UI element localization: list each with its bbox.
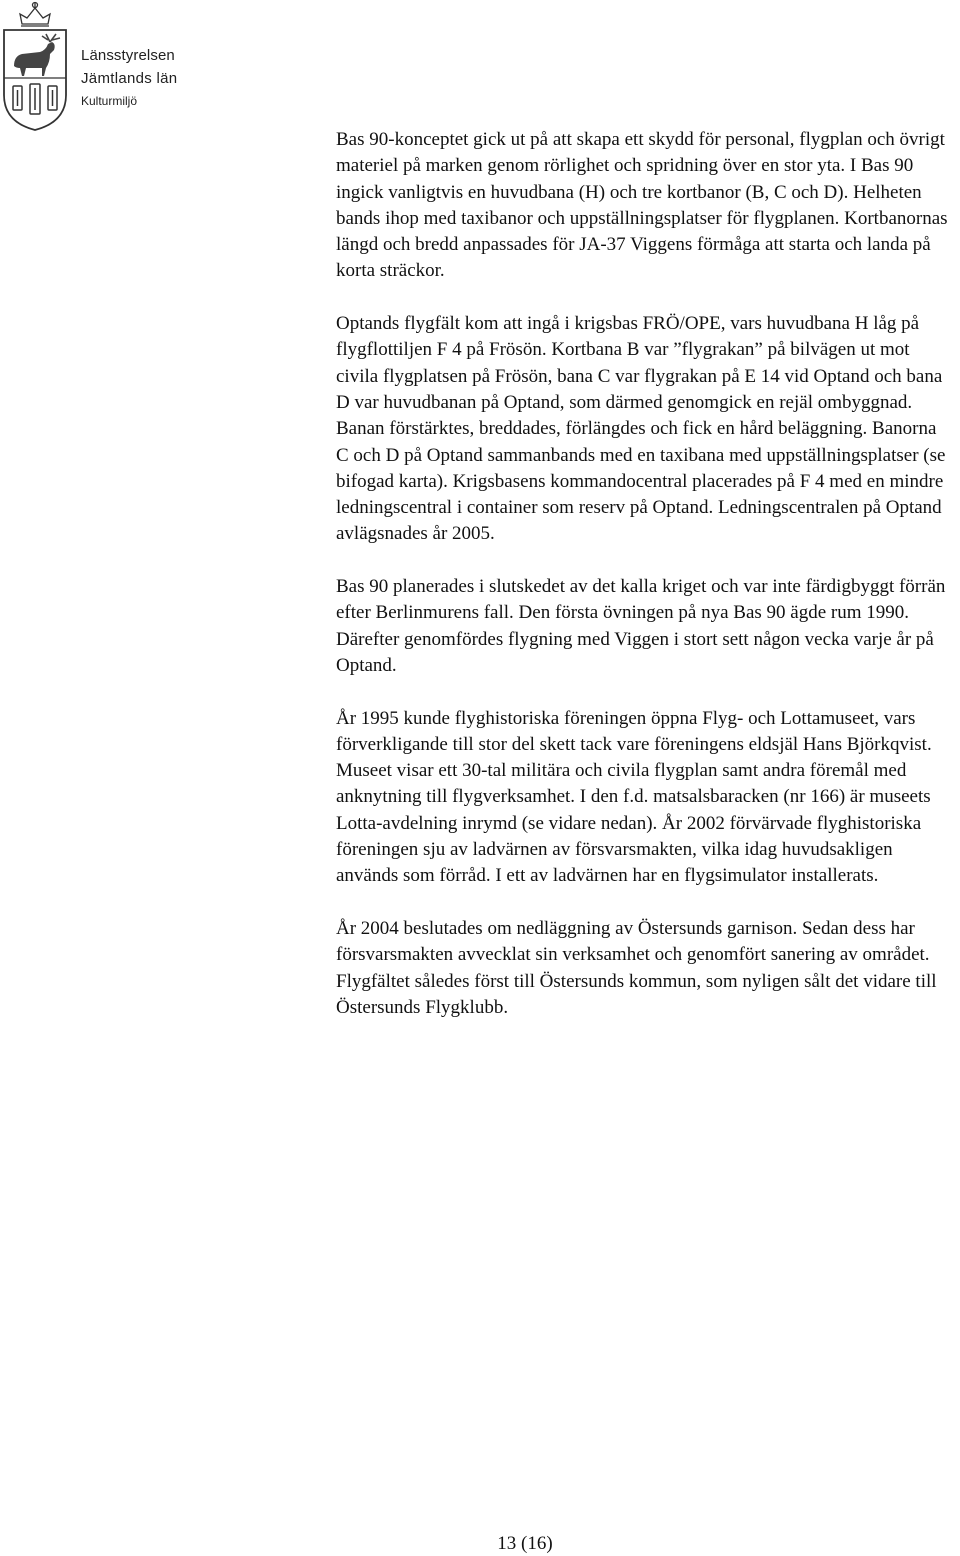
- organization-block: [81, 46, 177, 110]
- paragraph: År 1995 kunde flyghistoriska föreningen öppna Flyg- och Lottamuseet, vars förverkligande till stor del skett tack vare föreningens eldsjäl Hans Björkqvist. Museet visar ett 30-tal militära och civila flygplan samt andra föremål med anknytning till flygverksamhet. I den f.d. matsalsbaracken (nr 166) är museets Lotta-avdelning inrymd (se vidare nedan). År 2002 förvärvade flyghistoriska föreningen sju av ladvärnen av försvarsmakten, vilka idag huvudsakligen används som förråd. I ett av ladvärnen har en flygsimulator installerats.: [336, 707, 932, 887]
- page-header: [0, 0, 300, 135]
- paragraph: År 2004 beslutades om nedläggning av Östersunds garnison. Sedan dess har försvarsmakten avvecklat sin verksamhet och genomfört sanering av området. Flygfältet således först till Östersunds kommun, som nyligen sålt det vidare till Östersunds Flygklubb.: [336, 917, 937, 1018]
- page-number: 13 (16): [497, 1533, 553, 1554]
- paragraph: Bas 90 planerades i slutskedet av det kalla kriget och var inte färdigbyggt förrän efter Berlinmurens fall. Den första övningen på nya Bas 90 ägde rum 1990. Därefter genomfördes flygning med Viggen i stort sett någon vecka varje år på Optand.: [336, 576, 946, 676]
- paragraph: Optands flygfält kom att ingå i krigsbas FRÖ/OPE, vars huvudbana H låg på flygflottiljen F 4 på Frösön. Kortbana B var ”flygrakan” på bilvägen ut mot civila flygplatsen på Frösön, bana C var flygrakan på E 14 vid Optand och bana D var huvudbanan på Optand, som därmed genomgick en rejäl ombyggnad. Banan förstärktes, breddades, förlängdes och fick en hård beläggning. Banorna C och D på Optand sammanbands med en taxibana med uppställningsplatser (se bifogad karta). Krigsbasens kommandocentral placerades på F 4 med en mindre ledningscentral i container som reserv på Optand. Ledningscentralen på Optand avlägsnades år 2005.: [336, 313, 946, 545]
- organization-name: Länsstyrelsen: [81, 47, 175, 64]
- coat-of-arms-icon: [0, 0, 70, 132]
- county-name: Jämtlands län: [81, 70, 178, 87]
- department-name: Kulturmiljö: [81, 94, 138, 108]
- document-body: [336, 127, 951, 1047]
- paragraph: Bas 90-konceptet gick ut på att skapa ett skydd för personal, flygplan och övrigt materiel på marken genom rörlighet och spridning över en stor yta. I Bas 90 ingick vanligtvis en huvudbana (H) och tre kortbanor (B, C och D). Helheten bands ihop med taxibanor och uppställningsplatser för flygplanen. Kortbanornas längd och bredd anpassades för JA-37 Viggens förmåga att starta och landa på korta sträckor.: [336, 129, 948, 282]
